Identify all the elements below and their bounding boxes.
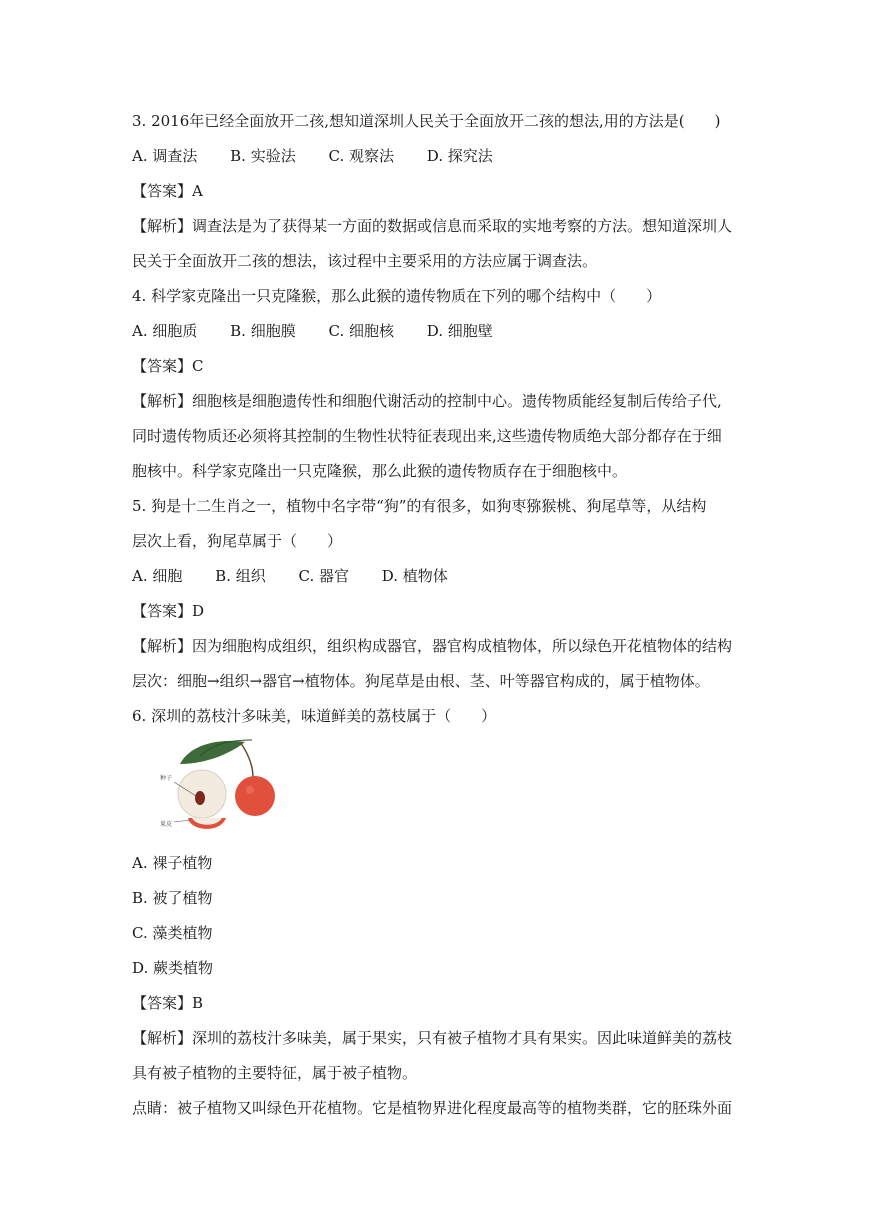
lychee-seed [195,791,205,805]
lychee-highlight [246,786,254,794]
q5-option-c: C. 器官 [298,567,349,585]
q3-option-c: C. 观察法 [328,147,394,165]
seed-label: 种子 [160,775,173,782]
q3-analysis-line-2: 民关于全面放开二孩的想法，该过程中主要采用的方法应属于调查法。 [132,252,598,270]
q4-option-d: D. 细胞壁 [426,322,493,340]
q3-option-a: A. 调查法 [132,147,198,165]
lychee-whole [235,776,275,816]
q5-option-a: A. 细胞 [132,567,183,585]
q3-option-b: B. 实验法 [230,147,296,165]
q6-comment: 点睛：被子植物又叫绿色开花植物。它是植物界进化程度最高等的植物类群，它的胚珠外面 [132,1099,733,1117]
q6-option-a: A. 裸子植物 [132,854,213,872]
q6-stem: 6. 深圳的荔枝汁多味美，味道鲜美的荔枝属于（ ） [132,707,497,725]
lychee-illustration [160,736,280,834]
q4-analysis-line-1: 【解析】细胞核是细胞遗传性和细胞代谢活动的控制中心。遗传物质能经复制后传给子代, [132,392,722,410]
q4-option-b: B. 细胞膜 [230,322,296,340]
q4-options [132,321,742,341]
q4-analysis-line-2: 同时遗传物质还必须将其控制的生物性状特征表现出来,这些遗传物质绝大部分都存在于细 [132,427,722,445]
q5-stem-line-1: 5. 狗是十二生肖之一，植物中名字带“狗”的有很多，如狗枣猕猴桃、狗尾草等，从结构 [132,497,707,515]
q5-options [132,566,742,586]
q6-analysis-line-2: 具有被子植物的主要特征，属于被子植物。 [132,1064,418,1082]
q3-options [132,146,742,166]
lychee-figure [160,736,280,834]
q5-answer: 【答案】D [132,602,205,620]
q6-option-d: D. 蕨类植物 [132,959,214,977]
q6-analysis-line-1: 【解析】深圳的荔枝汁多味美，属于果实，只有被子植物才具有果实。因此味道鲜美的荔枝 [132,1029,733,1047]
q3-analysis-line-1: 【解析】调查法是为了获得某一方面的数据或信息而采取的实地考察的方法。想知道深圳人 [132,217,733,235]
q5-option-b: B. 组织 [215,567,266,585]
q5-analysis-line-2: 层次：细胞→组织→器官→植物体。狗尾草是由根、茎、叶等器官构成的，属于植物体。 [132,672,710,690]
q4-stem: 4. 科学家克隆出一只克隆猴，那么此猴的遗传物质在下列的哪个结构中（ ） [132,287,662,305]
peel-label: 果皮 [160,821,173,828]
q6-option-b: B. 被了植物 [132,889,213,907]
q4-option-a: A. 细胞质 [132,322,198,340]
q3-option-d: D. 探究法 [426,147,493,165]
q4-option-c: C. 细胞核 [328,322,394,340]
q3-stem: 3. 2016年已经全面放开二孩,想知道深圳人民关于全面放开二孩的想法,用的方法是( ) [132,112,721,130]
peel-label-line [174,820,190,822]
q3-answer: 【答案】A [132,182,203,200]
q6-option-c: C. 藻类植物 [132,924,213,942]
q5-stem-line-2: 层次上看，狗尾草属于（ ） [132,532,343,550]
q6-answer: 【答案】B [132,994,204,1012]
leaf-shape [180,741,245,764]
q5-option-d: D. 植物体 [381,567,448,585]
q4-answer: 【答案】C [132,357,204,375]
q5-analysis-line-1: 【解析】因为细胞构成组织，组织构成器官，器官构成植物体，所以绿色开花植物体的结构 [132,637,733,655]
q4-analysis-line-3: 胞核中。科学家克隆出一只克隆猴，那么此猴的遗传物质存在于细胞核中。 [132,462,628,480]
